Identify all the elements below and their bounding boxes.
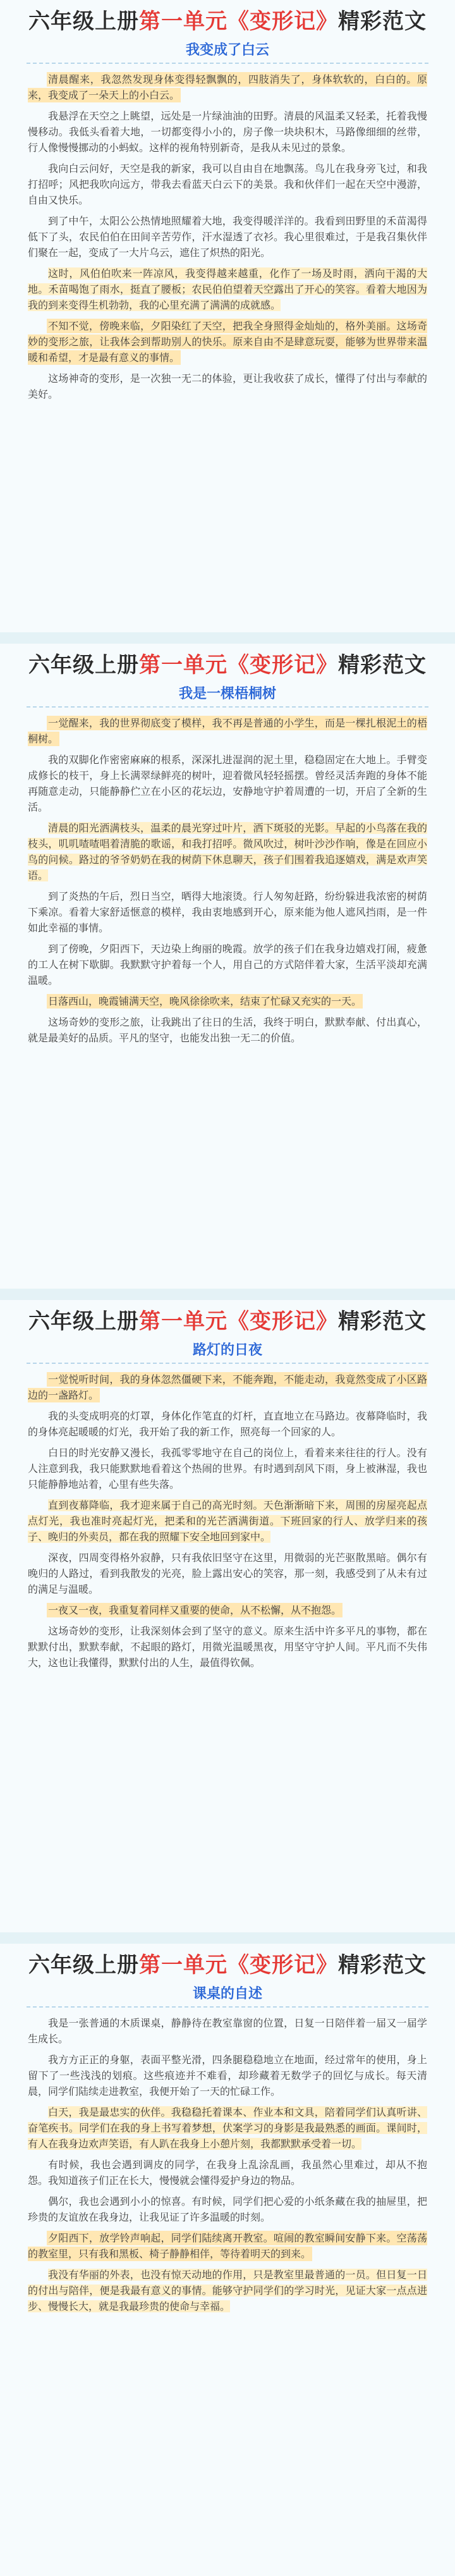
paragraph: 深夜，四周变得格外寂静，只有我依旧坚守在这里，用微弱的光芒驱散黑暗。偶尔有晚归的人路过，看到我散发的光亮，脸上露出安心的笑容，那一刻，我感受到了从未有过的满足与温暖。 — [28, 1552, 427, 1595]
paragraph: 到了中午，太阳公公热情地照耀着大地，我变得暖洋洋的。我看到田野里的禾苗渴得低下了头，农民伯伯在田间辛苦劳作，汗水湿透了衣衫。我心里很难过，于是我召集伙伴们聚在一起，变成了一大片乌云，遮住了炽热的阳光。 — [28, 215, 427, 259]
section-separator — [0, 1289, 455, 1300]
highlighted-text: 我没有华丽的外表，也没有惊天动地的作用，只是教室里最普通的一员。但日复一日的付出与陪伴，便是我最有意义的事情。能够守护同学们的学习时光，见证大家一点点进步、慢慢长大，就是我最珍贵的使命与幸福。 — [28, 2269, 427, 2312]
heading-suffix: 精彩范文 — [338, 1309, 427, 1334]
highlighted-text: 清晨醒来，我忽然发现身体变得轻飘飘的，四肢消失了，身体软软的，白白的。原来，我变成了一朵天上的小白云。 — [28, 73, 427, 101]
paragraph — [28, 1602, 427, 1618]
paragraph: 这场奇妙的变形之旅，让我跳出了往日的生活，我终于明白，默默奉献、付出真心，就是最美好的品质。平凡的坚守，也能发出独一无二的价值。 — [28, 1016, 427, 1044]
heading-prefix: 六年级上册 — [28, 1309, 139, 1334]
heading-suffix: 精彩范文 — [338, 9, 427, 34]
paragraph — [28, 318, 427, 365]
heading-accent: 第一单元《变形记》 — [139, 653, 338, 678]
highlighted-text: 一夜又一夜，我重复着同样又重要的使命，从不松懈，从不抱怨。 — [48, 1604, 342, 1616]
section-separator — [0, 1932, 455, 1944]
paragraph: 这场奇妙的变形，让我深刻体会到了坚守的意义。原来生活中许多平凡的事物，都在默默付出，默默奉献，不起眼的路灯，用微光温暖黑夜，用坚守守护人间。平凡而不失伟大，这也让我懂得，默默付出的人生，最值得钦佩。 — [28, 1625, 427, 1669]
title-divider — [27, 2006, 428, 2009]
section-heading — [0, 651, 455, 679]
heading-prefix: 六年级上册 — [28, 653, 139, 678]
paragraph: 我向白云问好，天空是我的新家，我可以自由自在地飘荡。鸟儿在我身旁飞过，和我打招呼；风把我吹向远方，带我去看蓝天白云下的美景。我和伙伴们一起在天空中漫游，自由又快乐。 — [28, 163, 427, 206]
title-divider — [27, 706, 428, 709]
paragraph — [28, 1371, 427, 1403]
paragraph — [28, 71, 427, 103]
essay-body — [0, 2015, 455, 2314]
paragraph — [28, 266, 427, 313]
paragraph: 我是一张普通的木质课桌，静静待在教室靠窗的位置，日复一日陪伴着一届又一届学生成长。 — [28, 2017, 427, 2045]
highlighted-text: 直到夜幕降临，我才迎来属于自己的高光时刻。天色渐渐暗下来，周围的房屋亮起点点灯光，我也准时亮起灯光，把柔和的光芒洒满街道。下班回家的行人、放学归来的孩子、晚归的外卖员，都在我的照耀下安全地回到家中。 — [28, 1499, 427, 1543]
heading-suffix: 精彩范文 — [338, 653, 427, 678]
highlighted-text: 一觉悦听时间，我的身体忽然僵硬下来，不能奔跑，不能走动，我竟然变成了小区路边的一盏路灯。 — [28, 1373, 427, 1401]
heading-prefix: 六年级上册 — [28, 9, 139, 34]
highlighted-text: 夕阳西下，放学铃声响起，同学们陆续离开教室。喧闹的教室瞬间安静下来。空荡荡的教室里，只有我和黑板、椅子静静相伴，等待着明天的到来。 — [28, 2232, 427, 2260]
section-separator — [0, 632, 455, 644]
paragraph: 我悬浮在天空之上眺望，远处是一片绿油油的田野。清晨的风温柔又轻柔，托着我慢慢移动。我低头看着大地，一切都变得小小的，房子像一块块积木，马路像细细的丝带，行人像慢慢挪动的小蚂蚁。这样的视角特别新奇，是我从未见过的景象。 — [28, 110, 427, 154]
highlighted-text: 清晨的阳光洒满枝头，温柔的晨光穿过叶片，洒下斑驳的光影。早起的小鸟落在我的枝头，叽叽喳喳唱着清脆的歌谣，和我打招呼。微风吹过，树叶沙沙作响，像是在回应小鸟的问候。路过的爷爷奶奶在我的树荫下休息聊天，孩子们围着我追逐嬉戏，满是欢声笑语。 — [28, 822, 427, 881]
section-heading — [0, 1951, 455, 1979]
paragraph — [28, 2104, 427, 2152]
highlighted-text: 不知不觉，傍晚来临，夕阳染红了天空，把我全身照得金灿灿的，格外美丽。这场奇妙的变形之旅，让我体会到帮助别人的快乐。原来自由不是肆意玩耍，能够为世界带来温暖和希望，才是最有意义的事情。 — [28, 320, 427, 364]
heading-accent: 第一单元《变形记》 — [139, 1309, 338, 1334]
highlighted-text: 日落西山，晚霞铺满天空，晚风徐徐吹来，结束了忙碌又充实的一天。 — [48, 995, 362, 1007]
title-divider — [27, 63, 428, 65]
paragraph — [28, 1497, 427, 1545]
heading-accent: 第一单元《变形记》 — [139, 1953, 338, 1978]
paragraph: 到了炎热的午后，烈日当空，晒得大地滚烫。行人匆匆赶路，纷纷躲进我浓密的树荫下乘凉。看着大家舒适惬意的模样，我由衷地感到开心，原来能为他人遮风挡雨，是一件如此幸福的事情。 — [28, 890, 427, 934]
title-divider — [27, 1363, 428, 1365]
essay-title: 课桌的自述 — [192, 1985, 262, 2002]
essay-title: 路灯的日夜 — [192, 1342, 262, 1358]
paragraph: 有时候，我也会遇到调皮的同学，在我身上乱涂乱画，我虽然心里难过，却从不抱怨。我知道孩子们正在长大，慢慢就会懂得爱护身边的物品。 — [28, 2159, 427, 2187]
heading-prefix: 六年级上册 — [28, 1953, 139, 1978]
paragraph: 我的双脚化作密密麻麻的根系，深深扎进湿润的泥土里，稳稳固定在大地上。手臂变成修长的枝干，身上长满翠绿鲜亮的树叶，迎着微风轻轻摇摆。曾经灵活奔跑的身体不能再随意走动，只能静静伫立在小区的花坛边，安静地守护着周遭的一切，开启了全新的生活。 — [28, 754, 427, 813]
paragraph — [28, 2230, 427, 2262]
paragraph: 白日的时光安静又漫长，我孤零零地守在自己的岗位上，看着来来往往的行人。没有人注意到我，我只能默默地看着这个热闹的世界。有时遇到刮风下雨，身上被淋湿，我也只能静静地站着，心里有些失落。 — [28, 1447, 427, 1490]
heading-accent: 第一单元《变形记》 — [139, 9, 338, 34]
paragraph: 我的头变成明亮的灯罩，身体化作笔直的灯杆，直直地立在马路边。夜幕降临时，我的身体亮起暖暖的灯光，我开始了我的新工作，照亮每一个回家的人。 — [28, 1410, 427, 1438]
section-heading — [0, 8, 455, 35]
essay-title: 我是一棵梧桐树 — [178, 685, 276, 702]
paragraph — [28, 2267, 427, 2314]
paragraph: 到了傍晚，夕阳西下，天边染上绚丽的晚霞。放学的孩子们在我身边嬉戏打闹，疲惫的工人在树下歇脚。我默默守护着每一个人，用自己的方式陪伴着大家，生活平淡却充满温暖。 — [28, 943, 427, 986]
paragraph — [28, 820, 427, 883]
essay-title: 我变成了白云 — [185, 42, 269, 58]
essay-card-3 — [0, 1300, 455, 1932]
essay-card-2 — [0, 644, 455, 1289]
paragraph — [28, 715, 427, 747]
highlighted-text: 白天，我是最忠实的伙伴。我稳稳托着课本、作业本和文具，陪着同学们认真听讲、奋笔疾书。同学们在我的身上书写着梦想，伏案学习的身影是我最熟悉的画面。课间时，有人在我身边欢声笑语，有人趴在我身上小憩片刻，我都默默承受着一切。 — [28, 2106, 427, 2150]
paragraph: 偶尔，我也会遇到小小的惊喜。有时候，同学们把心爱的小纸条藏在我的抽屉里，把珍贵的友谊放在我身边，让我见证了许多温暖的时刻。 — [28, 2195, 427, 2223]
essay-card-1 — [0, 0, 455, 632]
heading-suffix: 精彩范文 — [338, 1953, 427, 1978]
paragraph — [28, 993, 427, 1009]
paragraph: 这场神奇的变形，是一次独一无二的体验，更让我收获了成长，懂得了付出与奉献的美好。 — [28, 372, 427, 400]
essay-body — [0, 71, 455, 402]
section-heading — [0, 1308, 455, 1335]
highlighted-text: 这时，风伯伯吹来一阵凉风，我变得越来越重，化作了一场及时雨，洒向干渴的大地。禾苗喝饱了雨水，挺直了腰板；农民伯伯望着天空露出了开心的笑容。看着大地因为我的到来变得生机勃勃，我的心里充满了满满的成就感。 — [28, 267, 427, 311]
essay-card-4 — [0, 1944, 455, 2576]
essay-body — [0, 1371, 455, 1671]
essay-body — [0, 715, 455, 1046]
paragraph: 我方方正正的身躯，表面平整光滑，四条腿稳稳地立在地面，经过常年的使用，身上留下了一些浅浅的划痕。这些痕迹并不难看，却珍藏着无数学子的回忆与成长。每天清晨，同学们陆续走进教室，我便开始了一天的忙碌工作。 — [28, 2054, 427, 2097]
highlighted-text: 一觉醒来，我的世界彻底变了模样，我不再是普通的小学生，而是一棵扎根泥土的梧桐树。 — [28, 717, 427, 745]
